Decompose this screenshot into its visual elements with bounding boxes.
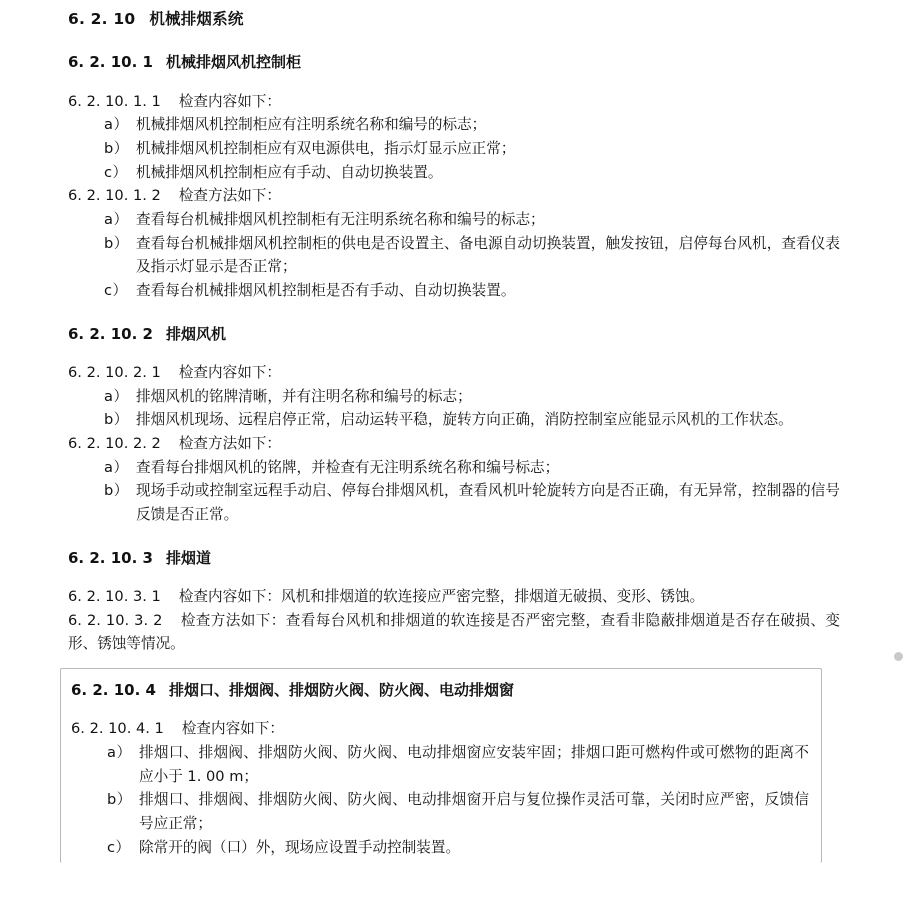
- clause-number: 6. 2. 10. 1. 1: [68, 92, 161, 110]
- list-item: [68, 208, 840, 232]
- list-marker: b）: [104, 482, 129, 500]
- list-item: [68, 161, 840, 185]
- subsection-title: 机械排烟风机控制柜: [165, 53, 301, 72]
- subsection-heading-6-2-10-2: [68, 323, 840, 346]
- clause-6-2-10-4-1-list: [71, 741, 809, 859]
- subsection-heading-6-2-10-1: [68, 51, 840, 74]
- clause-lead: 检查内容如下：: [181, 720, 284, 738]
- list-marker: c）: [107, 838, 131, 856]
- list-item: [68, 456, 840, 480]
- list-item: [68, 113, 840, 137]
- list-text: 除常开的阀（口）外，现场应设置手动控制装置。: [139, 838, 461, 856]
- list-marker: a）: [104, 387, 129, 405]
- section-title: 机械排烟系统: [149, 10, 244, 28]
- list-marker: c）: [104, 281, 128, 299]
- list-item: [68, 279, 840, 303]
- clause-6-2-10-3-1: [68, 585, 840, 609]
- list-marker: b）: [104, 234, 129, 252]
- list-marker: a）: [104, 116, 129, 134]
- clause-number: 6. 2. 10. 2. 2: [68, 434, 161, 452]
- list-item: [71, 836, 809, 860]
- clause-lead: 检查内容如下：: [178, 364, 281, 382]
- list-item: [68, 385, 840, 409]
- list-text: 排烟口、排烟阀、排烟防火阀、防火阀、电动排烟窗开启与复位操作灵活可靠，关闭时应严密，反馈信号应正常；: [139, 791, 809, 832]
- list-marker: a）: [104, 210, 129, 228]
- clause-number: 6. 2. 10. 3. 1: [68, 588, 161, 605]
- clause-lead: 检查方法如下：查看每台风机和排烟道的软连接是否严密完整，查看非隐蔽排烟道是否存在破损、变形、锈蚀等情况。: [68, 611, 840, 653]
- list-text: 机械排烟风机控制柜应有注明系统名称和编号的标志；: [136, 116, 487, 134]
- subsection-number: 6. 2. 10. 2: [68, 324, 153, 343]
- clause-6-2-10-2-2-list: [68, 456, 840, 527]
- list-text: 查看每台排烟风机的铭牌，并检查有无注明系统名称和编号标志；: [136, 458, 560, 476]
- list-text: 排烟风机现场、远程启停正常，启动运转平稳，旋转方向正确，消防控制室应能显示风机的工作状态。: [136, 411, 793, 429]
- subsection-title: 排烟风机: [165, 324, 226, 343]
- list-marker: a）: [104, 458, 129, 476]
- clause-6-2-10-1-2-list: [68, 208, 840, 303]
- section-heading-6-2-10: [68, 8, 840, 31]
- list-text: 机械排烟风机控制柜应有双电源供电，指示灯显示应正常；: [136, 140, 516, 158]
- clause-6-2-10-2-1: [68, 361, 840, 385]
- clause-6-2-10-2-1-list: [68, 385, 840, 432]
- list-marker: c）: [104, 163, 128, 181]
- section-number: 6. 2. 10: [68, 10, 136, 28]
- list-text: 查看每台机械排烟风机控制柜有无注明系统名称和编号的标志；: [136, 210, 545, 228]
- list-marker: b）: [107, 791, 132, 809]
- clause-lead: 检查内容如下：: [178, 92, 281, 110]
- clause-6-2-10-3-2: [68, 609, 840, 656]
- list-marker: b）: [104, 140, 129, 158]
- list-item: [71, 741, 809, 788]
- list-marker: a）: [107, 744, 132, 762]
- clause-6-2-10-1-1-list: [68, 113, 840, 184]
- document-content: [68, 8, 840, 863]
- list-text: 现场手动或控制室远程手动启、停每台排烟风机，查看风机叶轮旋转方向是否正确，有无异常，控制器的信号反馈是否正常。: [136, 482, 840, 523]
- highlighted-clause-box: [60, 668, 822, 863]
- subsection-title: 排烟口、排烟阀、排烟防火阀、防火阀、电动排烟窗: [168, 680, 514, 699]
- list-text: 查看每台机械排烟风机控制柜是否有手动、自动切换装置。: [136, 281, 516, 299]
- subsection-title: 排烟道: [165, 548, 211, 567]
- clause-lead: 检查方法如下：: [178, 434, 281, 452]
- list-item: [68, 479, 840, 526]
- subsection-number: 6. 2. 10. 4: [71, 680, 156, 699]
- subsection-number: 6. 2. 10. 3: [68, 548, 153, 567]
- scrollbar-thumb[interactable]: [894, 652, 903, 661]
- clause-number: 6. 2. 10. 1. 2: [68, 187, 161, 205]
- clause-6-2-10-1-2: [68, 184, 840, 208]
- clause-number: 6. 2. 10. 2. 1: [68, 364, 161, 382]
- subsection-heading-6-2-10-4: [71, 679, 809, 702]
- list-text: 查看每台机械排烟风机控制柜的供电是否设置主、备电源自动切换装置，触发按钮，启停每台风机，查看仪表及指示灯显示是否正常；: [136, 234, 840, 276]
- clause-6-2-10-2-2: [68, 432, 840, 456]
- clause-6-2-10-1-1: [68, 90, 840, 114]
- clause-lead: 检查内容如下：风机和排烟道的软连接应严密完整，排烟道无破损、变形、锈蚀。: [178, 588, 705, 605]
- clause-number: 6. 2. 10. 4. 1: [71, 720, 164, 738]
- list-item: [68, 408, 840, 432]
- list-item: [68, 137, 840, 161]
- subsection-heading-6-2-10-3: [68, 547, 840, 570]
- list-item: [71, 788, 809, 835]
- clause-number: 6. 2. 10. 3. 2: [68, 611, 163, 629]
- list-text: 排烟口、排烟阀、排烟防火阀、防火阀、电动排烟窗应安装牢固；排烟口距可燃构件或可燃物的距离不应小于 1. 00 m；: [139, 744, 809, 785]
- subsection-number: 6. 2. 10. 1: [68, 53, 153, 72]
- clause-6-2-10-4-1: [71, 717, 809, 741]
- clause-lead: 检查方法如下：: [178, 187, 281, 205]
- list-text: 机械排烟风机控制柜应有手动、自动切换装置。: [136, 163, 443, 181]
- list-item: [68, 232, 840, 279]
- list-marker: b）: [104, 411, 129, 429]
- list-text: 排烟风机的铭牌清晰，并有注明名称和编号的标志；: [136, 387, 472, 405]
